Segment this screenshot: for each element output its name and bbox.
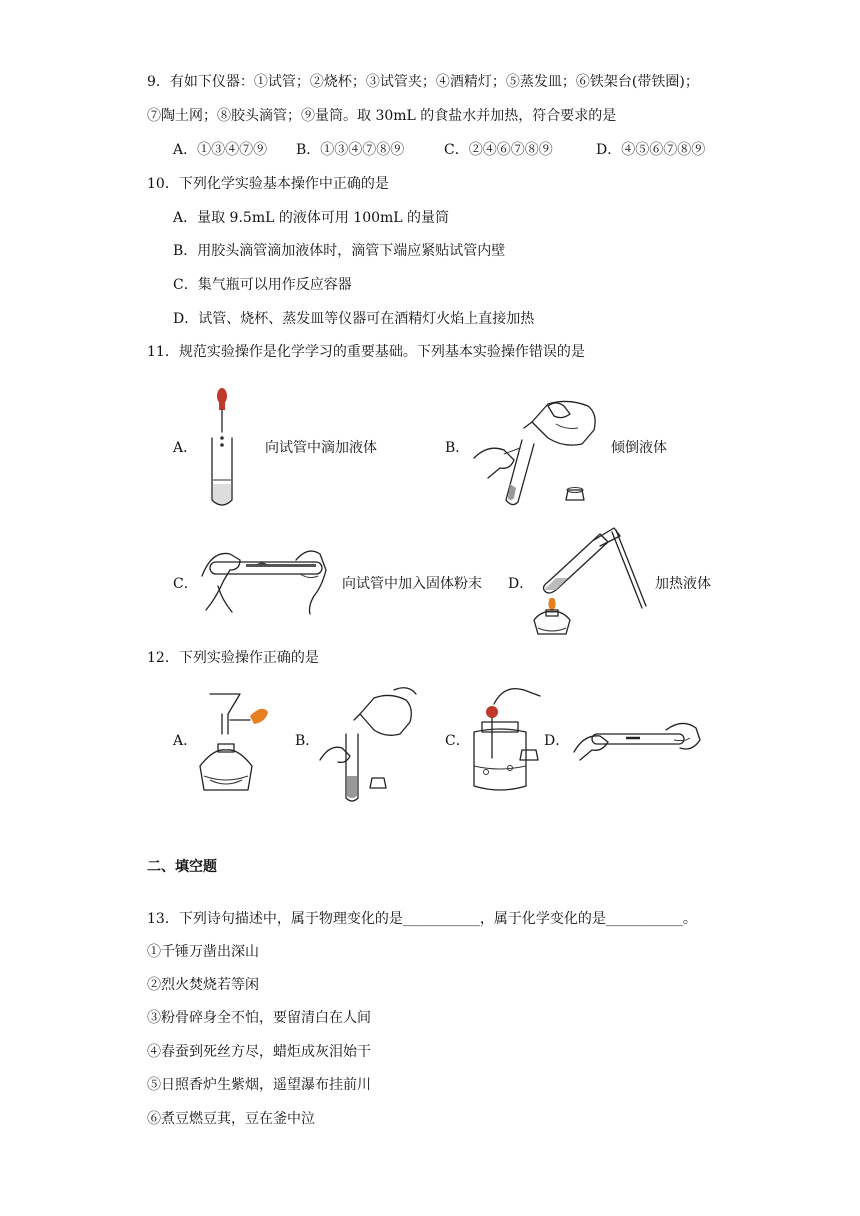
q10-stem: 10．下列化学实验基本操作中正确的是 bbox=[147, 176, 389, 192]
pouring-figure-b bbox=[316, 680, 420, 808]
q10-option-c: C．集气瓶可以用作反应容器 bbox=[173, 277, 352, 293]
q9-option-d: D．④⑤⑥⑦⑧⑨ bbox=[596, 142, 706, 158]
q13-item-2: ②烈火焚烧若等闲 bbox=[147, 977, 259, 993]
heating-liquid-figure bbox=[530, 524, 650, 644]
q9-stem-line1: 9．有如下仪器：①试管；②烧杯；③试管夹；④酒精灯；⑤蒸发皿；⑥铁架台(带铁圈)； bbox=[147, 74, 699, 90]
lamp-lighting-figure bbox=[196, 690, 276, 800]
q13-item-3: ③粉骨碎身全不怕，要留清白在人间 bbox=[147, 1010, 371, 1026]
q9-stem-line2: ⑦陶土网；⑧胶头滴管；⑨量筒。取 30mL 的食盐水并加热，符合要求的是 bbox=[147, 108, 617, 124]
q10-option-d: D．试管、烧杯、蒸发皿等仪器可在酒精灯火焰上直接加热 bbox=[173, 311, 535, 327]
q9-option-b: B．①③④⑦⑧⑨ bbox=[296, 142, 405, 158]
q13-item-1: ①千锤万凿出深山 bbox=[147, 944, 259, 960]
section-title: 二、填空题 bbox=[147, 859, 217, 875]
q13-stem: 13．下列诗句描述中，属于物理变化的是___________，属于化学变化的是___________。 bbox=[147, 911, 697, 927]
dropper-test-tube-figure bbox=[200, 384, 240, 518]
q11-option-d-letter: D． bbox=[508, 576, 534, 592]
q9-option-a: A．①③④⑦⑨ bbox=[173, 142, 268, 158]
q11-option-a-caption: 向试管中滴加液体 bbox=[265, 440, 377, 456]
q11-option-c-caption: 向试管中加入固体粉末 bbox=[342, 576, 482, 592]
q13-item-5: ⑤日照香炉生紫烟，遥望瀑布挂前川 bbox=[147, 1077, 371, 1093]
q11-option-a-letter: A． bbox=[173, 440, 198, 456]
q13-item-4: ④春蚕到死丝方尽，蜡炬成灰泪始干 bbox=[147, 1044, 371, 1060]
q12-option-d-letter: D． bbox=[544, 733, 570, 749]
dropper-bottle-figure bbox=[464, 682, 544, 802]
q12-option-c-letter: C． bbox=[445, 733, 470, 749]
test-tube-holding-figure bbox=[570, 712, 702, 772]
q11-option-c-letter: C． bbox=[173, 576, 198, 592]
q9-option-c: C．②④⑥⑦⑧⑨ bbox=[444, 142, 553, 158]
q12-option-a-letter: A． bbox=[173, 733, 198, 749]
q11-option-b-letter: B． bbox=[445, 440, 470, 456]
q11-stem: 11．规范实验操作是化学学习的重要基础。下列基本实验操作错误的是 bbox=[147, 344, 585, 360]
pouring-liquid-figure bbox=[470, 384, 610, 518]
q11-option-b-caption: 倾倒液体 bbox=[611, 440, 667, 456]
q12-stem: 12．下列实验操作正确的是 bbox=[147, 650, 319, 666]
q11-option-d-caption: 加热液体 bbox=[655, 576, 711, 592]
q10-option-a: A．量取 9.5mL 的液体可用 100mL 的量筒 bbox=[173, 210, 450, 226]
adding-powder-figure bbox=[196, 540, 336, 620]
q10-option-b: B．用胶头滴管滴加液体时，滴管下端应紧贴试管内壁 bbox=[173, 243, 506, 259]
q13-item-6: ⑥煮豆燃豆萁，豆在釜中泣 bbox=[147, 1111, 315, 1127]
q12-option-b-letter: B． bbox=[295, 733, 320, 749]
